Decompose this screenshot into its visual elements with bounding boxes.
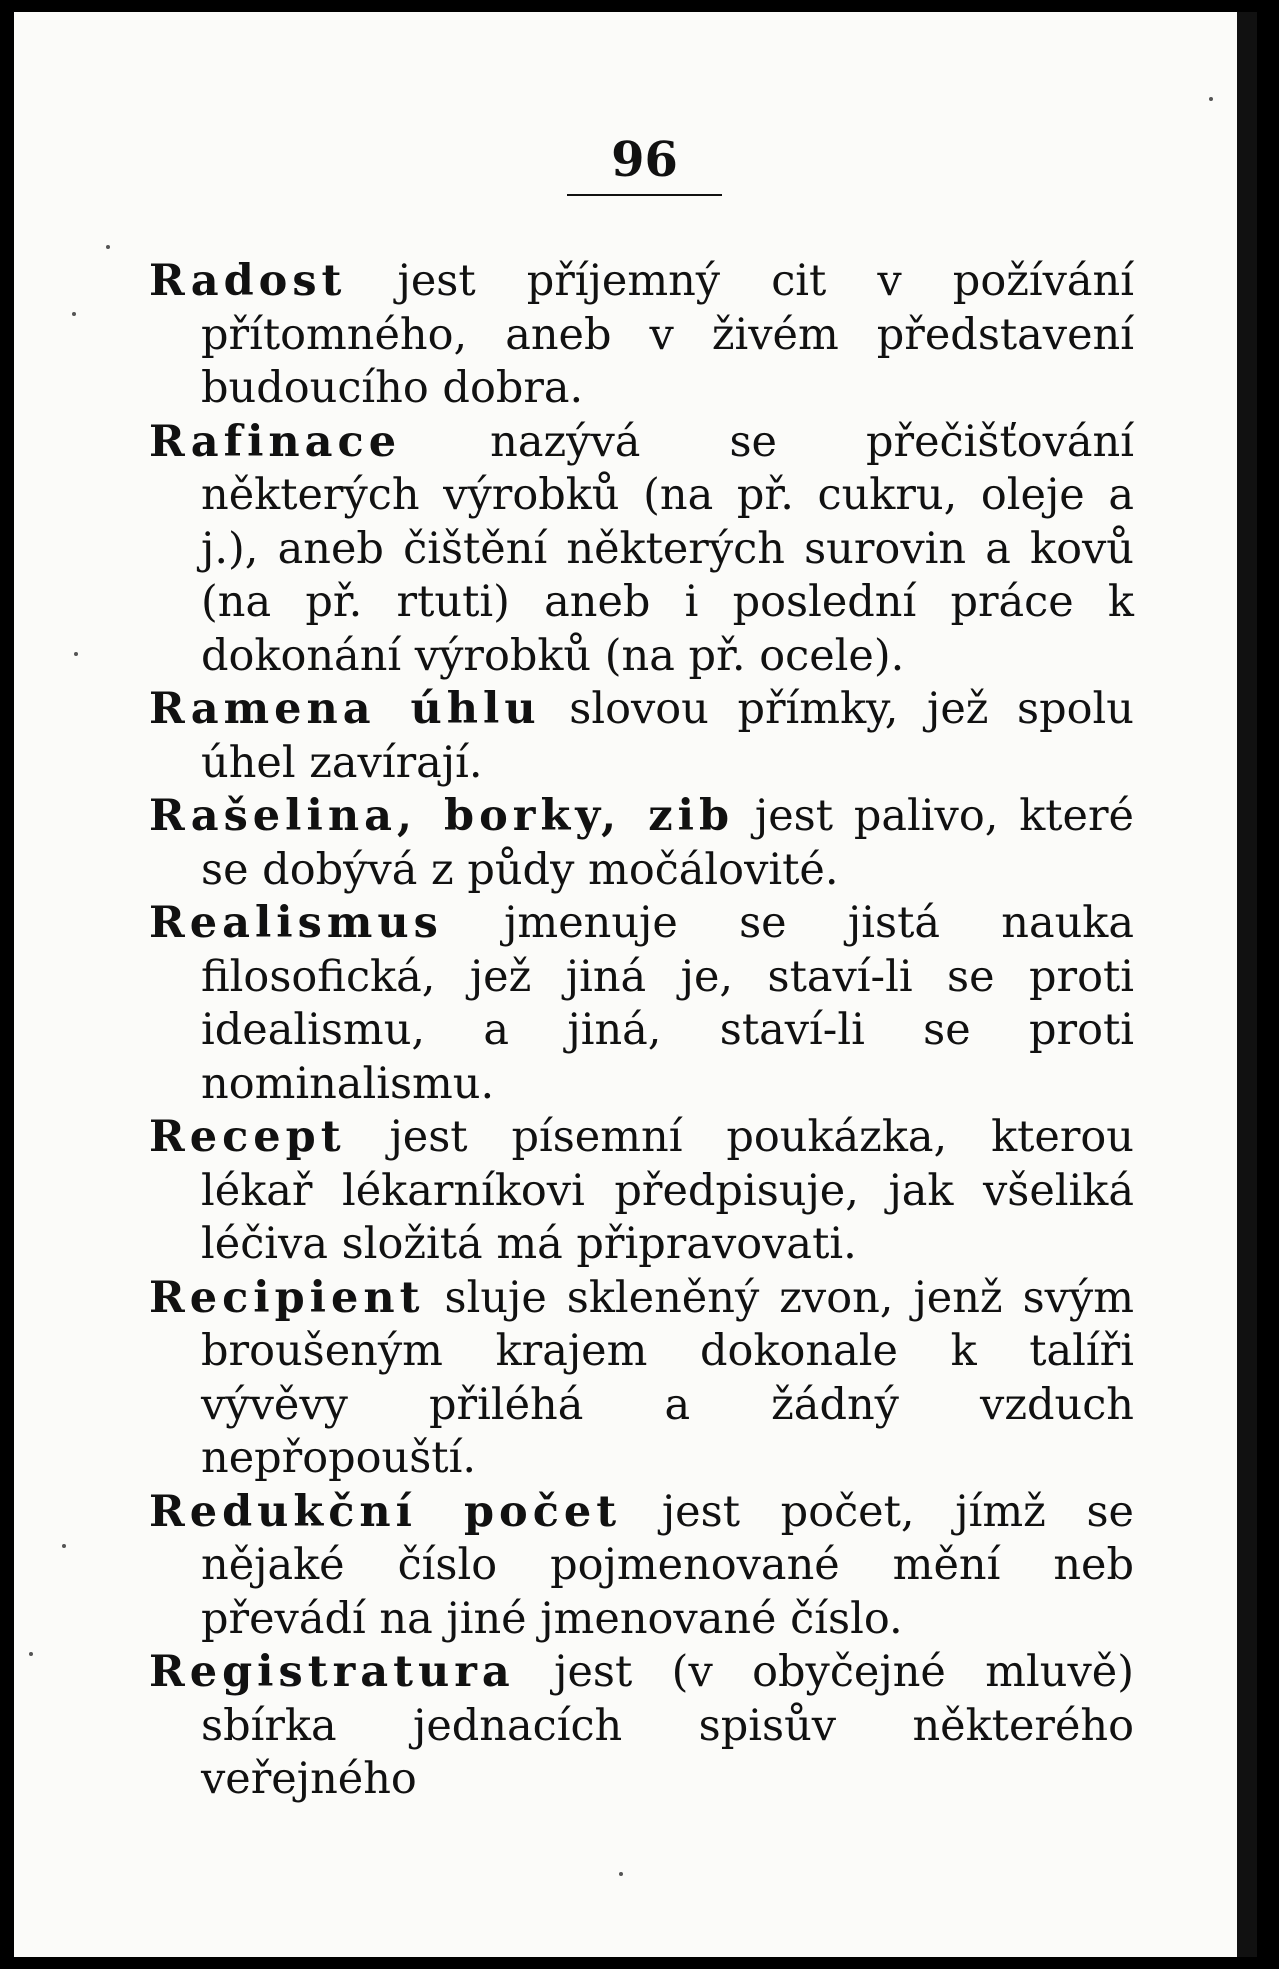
entry-text: jest počet, jímž se nějaké číslo pojmenované mění neb převádí na jiné jmenované číslo. <box>201 1486 1134 1644</box>
entry-text: slovou přímky, jež spolu úhel zavírají. <box>201 684 1134 788</box>
entry-term: Recept <box>149 1112 346 1162</box>
paper-speck <box>72 312 76 316</box>
paper-speck <box>74 652 78 656</box>
entry-text: jest písemní poukázka, kterou lékař lékarníkovi předpisuje, jak všeliká léčiva složitá má připravovati. <box>201 1112 1134 1269</box>
entry-realismus <box>149 897 1134 1111</box>
page-number <box>14 132 1257 196</box>
entry-term: Registratura <box>149 1647 515 1697</box>
entry-recept <box>149 1111 1134 1272</box>
entry-term: Recipient <box>149 1272 425 1323</box>
entry-rafinace <box>149 416 1134 684</box>
entry-radost <box>149 255 1134 416</box>
entry-term: Ramena úhlu <box>149 684 541 734</box>
entry-text: jest (v obyčejné mluvě) sbírka jednacích spisův některého veřejného <box>201 1647 1134 1804</box>
entry-text: jest palivo, které se dobývá z půdy močálovité. <box>201 791 1135 895</box>
entry-ramena-uhlu <box>149 683 1134 790</box>
entry-term: Realismus <box>149 898 443 948</box>
entry-recipient <box>149 1272 1134 1486</box>
page-edge-shadow <box>1237 12 1257 1957</box>
paper-speck <box>29 1652 33 1656</box>
entry-term: Rašelina, borky, zib <box>149 791 735 841</box>
page-number-text: 96 <box>567 132 722 196</box>
entry-redukcni-pocet <box>149 1486 1134 1647</box>
dictionary-entries <box>149 255 1134 1807</box>
entry-term: Radost <box>149 256 347 306</box>
entry-text: jmenuje se jistá nauka filosofická, jež jiná je, staví-li se proti idealismu, a jiná, staví-li se proti nominalismu. <box>201 898 1134 1109</box>
book-page <box>14 12 1257 1957</box>
paper-speck <box>62 1544 66 1548</box>
entry-term: Redukční počet <box>149 1486 622 1537</box>
paper-speck <box>1209 97 1213 101</box>
entry-text: sluje skleněný zvon, jenž svým broušeným krajem dokonale k talíři vývěvy přiléhá a žádný vzduch nepřopouští. <box>201 1272 1134 1483</box>
entry-term: Rafinace <box>149 416 402 467</box>
entry-registratura <box>149 1646 1134 1807</box>
entry-raselina <box>149 790 1134 897</box>
entry-text: nazývá se přečišťování některých výrobků (na př. cukru, oleje a j.), aneb čištění některých surovin a kovů (na př. rtuti) aneb i poslední práce k dokonání výrobků (na př. ocele). <box>201 416 1134 681</box>
paper-speck <box>619 1872 623 1876</box>
entry-text: jest příjemný cit v požívání přítomného, aneb v živém představení budoucího dobra. <box>201 256 1134 413</box>
paper-speck <box>106 245 110 249</box>
